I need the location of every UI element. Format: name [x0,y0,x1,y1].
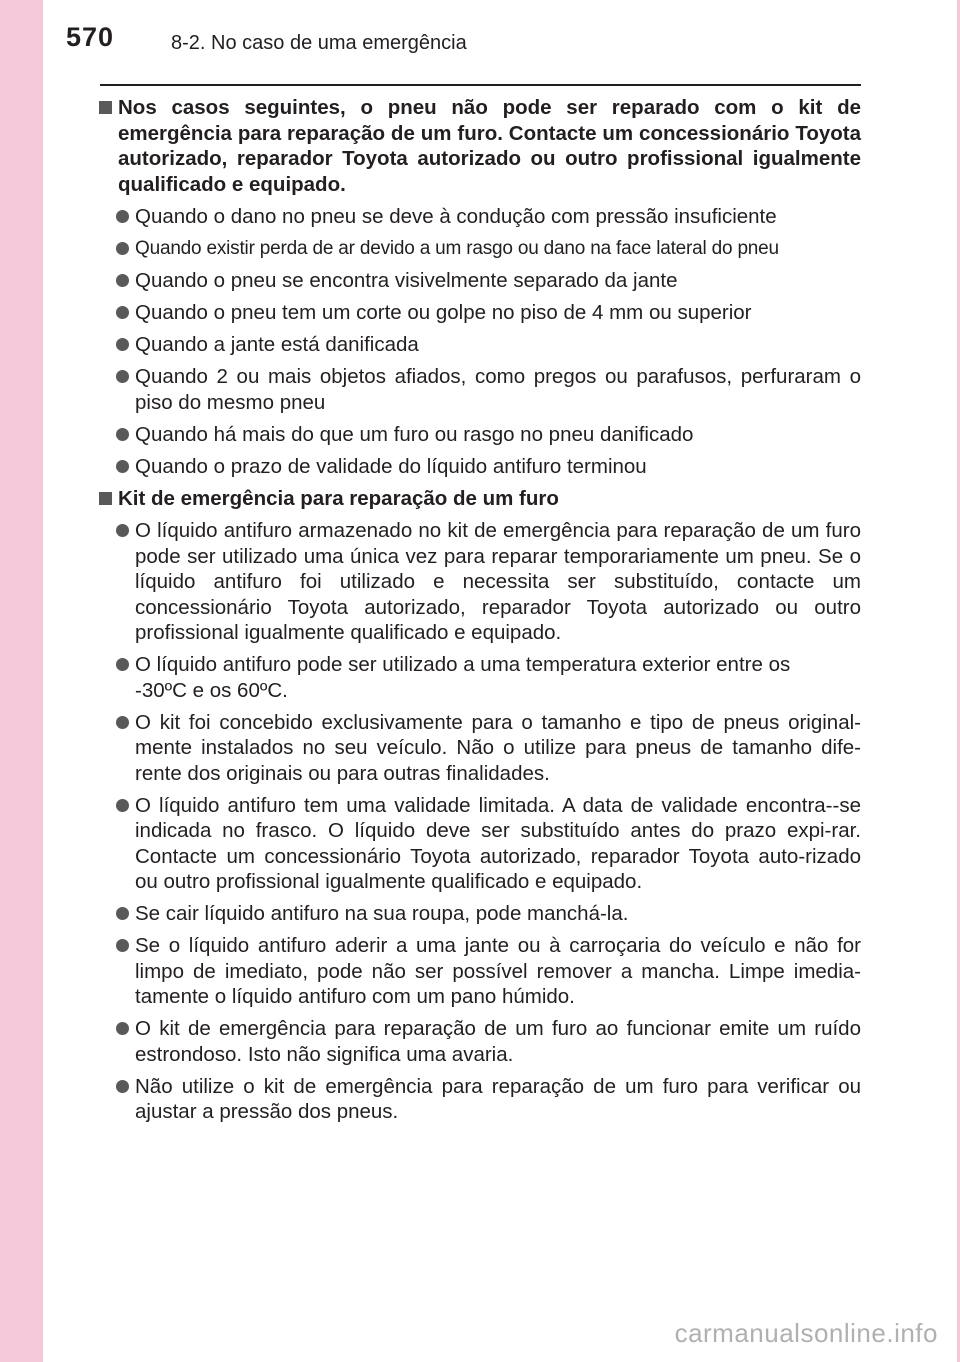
circle-bullet-icon [116,338,129,351]
list-item-text: Se cair líquido antifuro na sua roupa, pode manchá-la. [135,902,629,925]
list-item [97,332,861,358]
circle-bullet-icon [116,274,129,287]
list-item-text: Se o líquido antifuro aderir a uma jante ou à carroçaria do veículo e não for limpo de imediato, pode não ser possível remover a mancha. Limpe imedia-tamente o líquido antifuro com um pano húmido. [135,934,861,1008]
circle-bullet-icon [116,210,129,223]
bullet-list [97,204,861,479]
circle-bullet-icon [116,524,129,537]
circle-bullet-icon [116,460,129,473]
circle-bullet-icon [116,242,129,255]
list-item-text: Quando a jante está danificada [135,333,419,356]
list-item-text: Quando há mais do que um furo ou rasgo no pneu danificado [135,422,694,446]
watermark: carmanualsonline.info [674,1318,938,1348]
list-item [97,1074,861,1125]
circle-bullet-icon [116,370,129,383]
list-item [97,300,861,326]
circle-bullet-icon [116,428,129,441]
list-item [97,652,861,703]
list-item-text: O kit de emergência para reparação de um furo ao funcionar emite um ruído estrondoso. Isto não significa uma avaria. [135,1017,861,1066]
list-item [97,518,861,646]
list-item [97,454,861,480]
list-item-text: Quando o pneu se encontra visivelmente separado da jante [135,269,678,292]
circle-bullet-icon [116,799,129,812]
bullet-list [97,518,861,1125]
list-item [97,204,861,230]
list-item-text: O líquido antifuro armazenado no kit de emergência para reparação de um furo pode ser utilizado uma única vez para reparar temporariamente um pneu. Se o líquido antifuro foi utilizado e necessita ser substituído, contacte um concessionário Toyota autorizado, reparador Toyota autorizado ou outro profissional igualmente qualificado e equipado. [135,519,861,644]
section-heading-text: Kit de emergência para reparação de um furo [118,486,559,510]
circle-bullet-icon [116,907,129,920]
section-heading [97,486,861,512]
section-heading-text: Nos casos seguintes, o pneu não pode ser reparado com o kit de emergência para reparação de um furo. Contacte um concessionário Toyota autorizado, reparador Toyota autorizado ou outro profissional igualmente qualificado e equipado. [118,96,861,196]
square-bullet-icon [99,492,112,505]
list-item-text: O líquido antifuro pode ser utilizado a uma temperatura exterior entre os -30ºC e os 60ºC. [135,653,791,702]
circle-bullet-icon [116,1080,129,1093]
list-item-text: O kit foi concebido exclusivamente para o tamanho e tipo de pneus original-mente instalados no seu veículo. Não o utilize para pneus de tamanho dife-rente dos originais ou para outras finalidades. [135,710,861,785]
list-item [97,901,861,927]
list-item [97,710,861,787]
list-item [97,422,861,448]
list-item-text: Quando 2 ou mais objetos afiados, como pregos ou parafusos, perfuraram o piso do mesmo pneu [135,365,861,414]
list-item [97,364,861,415]
page-content [97,95,861,1131]
square-bullet-icon [99,101,112,114]
list-item [97,1016,861,1067]
list-item-text: Não utilize o kit de emergência para reparação de um furo para verificar ou ajustar a pressão dos pneus. [135,1074,861,1123]
circle-bullet-icon [116,716,129,729]
left-margin-strip [0,0,43,1362]
page-number: 570 [66,22,115,52]
list-item-text: Quando o prazo de validade do líquido antifuro terminou [135,454,647,478]
circle-bullet-icon [116,1022,129,1035]
list-item-text: Quando existir perda de ar devido a um rasgo ou dano na face lateral do pneu [135,238,779,259]
section-title: 8-2. No caso de uma emergência [171,32,467,54]
circle-bullet-icon [116,658,129,671]
list-item [97,793,861,895]
header-divider [100,84,861,86]
list-item [97,933,861,1010]
section-heading [97,95,861,197]
list-item-text: Quando o pneu tem um corte ou golpe no piso de 4 mm ou superior [135,301,752,324]
circle-bullet-icon [116,306,129,319]
list-item [97,236,861,262]
list-item-text: O líquido antifuro tem uma validade limitada. A data de validade encontra--se indicada no frasco. O líquido deve ser substituído antes do prazo expi-rar. Contacte um concessionário Toyota autorizado, reparador Toyota auto-rizado ou outro profissional igualmente qualificado e equipado. [135,793,861,893]
list-item [97,268,861,294]
list-item-text: Quando o dano no pneu se deve à condução com pressão insuficiente [135,205,777,228]
circle-bullet-icon [116,939,129,952]
